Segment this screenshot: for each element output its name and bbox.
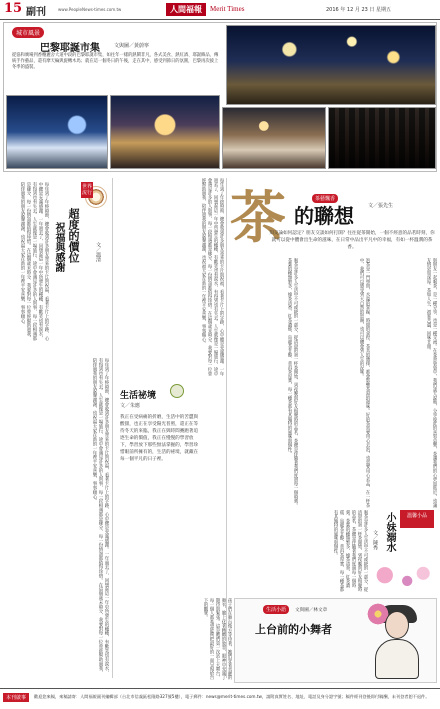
footer-notice: 歡迎您來稿，來稿請寄：人間福報副刊編輯部（台北市信義區松隆路327號5樓），電子郵件：news@merit-times.com.tw，請附真實姓名、地址、電話及身分證字號；稿件經刊登後即付稿酬，未刊登者恕不退件。 [34,694,430,699]
brand [166,2,266,16]
footer-tag: 本刊啟事 [3,693,29,702]
left-article-title: 超度的價位 [67,208,80,263]
leaf-icon [170,384,184,398]
page-number: 15 [4,1,23,16]
tea-article-header [228,178,437,253]
tea-tag: 茶藝飄香 [312,194,338,203]
section-name: 副刊 [26,7,46,18]
brand-logo: 人間福報 [166,3,206,16]
dancer-illustration [355,603,435,681]
side-story-title: 小妹溺水 [384,512,395,552]
site-url[interactable]: www.PeopleNews-times.com.tw [58,7,122,12]
left-article-subtitle: 祝福與感謝 [53,222,64,272]
feature-article [3,22,437,172]
photo-carousel [110,95,220,169]
tea-lede: 知交論如何認定？朋友交談如何打開？往往從茶開始，一個不經意的品茗時刻，你就可以從中體會出生命的滋味，在日常中品出平凡中的幸福，有如一杯溫潤的茶香。 [269,231,435,250]
tea-big-character: 茶 [230,185,284,251]
dancer-byline: 文與圖／林文章 [295,608,328,613]
side-story-tag: 溫馨小品 [400,510,434,528]
poem-byline: 文／朱應 [120,403,141,409]
bottom-column-text: 孩子們在舞台後方等待著，她們穿著美麗的舞衣，臉上化著精緻的妝容，眼神中充滿了期待與緊張。這是她們第一次站上大舞台，每一個人都希望能夠把最好的一面呈現給台下的觀眾。 [203,598,232,680]
feature-tag: 城市風景 [12,27,44,38]
tea-body-column: 泡茶是一門學問，水溫的掌握、時間的拿捏、茶具的選擇，都會影響茶湯的滋味。好的茶需要用心去泡，也需要用心去品，在一杯茶中，我們可以感受到大自然的恩賜，也可以體會到人生的況味。 [359,258,370,508]
masthead [0,0,440,20]
poem-box [114,380,204,560]
dancer-tag: 生活小語 [263,605,289,614]
poem-body: 我正在受病痛的折磨，生活中的苦澀與酸甜，也正在享受陽光普照，還正在等待冬天的來臨，我正在與時間賽跑著追逐生命的價值，我正在慢慢的學習放下，學習放下那些無法掌握的，學習珍惜眼前所擁有的，生活的祕境，就藏在每一個平凡的日子裡。 [120,415,199,462]
tea-byline: 文／張先生 [368,203,394,209]
tea-body-column: 與朋友一起喝茶，是一種分享，也是一種交流。在茶香裊裊中，我們談天說地，分享彼此的喜怒哀樂，茶讓我們的心更加貼近，也讓友情更加深厚。茶如人生，初嘗苦澀，回味甘甜。 [426,258,437,508]
side-story-byline: 文／陳秀 [372,530,378,550]
column-divider [112,178,113,678]
photo-illuminated-stall [6,95,108,169]
left-article [3,178,111,683]
poem-title: 生活祕境 [120,391,157,401]
left-article-body-continued: 每年到了年終時節，總會收到許多朋友寄來的卡片與祝福，看著卡片上的字跡，心中總是充滿感謝。一年過去了，回想起這一年中所發生的種種，有歡笑也有淚水，有得到也有失去。人生就像是一場旅行，途中會遇見許多的人與事，每一段相遇都是緣分，每一份情誼都值得珍惜。在這個歲末時分，我要對每一位曾經幫助過我、陪伴過我的朋友說聲謝謝，也祝福大家在新的一年裡平安喜樂，事事順心。 [92,358,109,675]
left-article-body: 每年到了年終時節，總會收到許多朋友寄來的卡片與祝福，看著卡片上的字跡，心中總是充滿感謝。一年過去了，回想起這一年中所發生的種種，有歡笑也有淚水，有得到也有失去。人生就像是一場旅行，途中會遇見許多的人與事，每一段相遇都是緣分，每一份情誼都值得珍惜。在這個歲末時分，我要對每一位曾經幫助過我、陪伴過我的朋友說聲謝謝，也祝福大家在新的一年裡平安喜樂，事事順心。 [20,182,49,341]
photo-market-stalls [222,107,326,169]
dancer-title: 上台前的小舞者 [255,623,332,636]
tea-title: 的聯想 [294,204,354,228]
photo-crowd [328,107,436,169]
feature-byline: 文與圖／黃蔚寧 [114,43,150,49]
dancer-face [385,611,409,639]
dancer-body [375,639,419,679]
tea-body-column: 喝茶是許多人生活中不可或缺的一部分，從清晨的第一杯茶開始，到夜晚與好友相聚時的品茗，茶總是伴隨著我們度過每一個時刻。茶葉的種類繁多，綠茶清香、紅茶濃郁、烏龍茶甘醇、普洱茶厚實，每一種茶都有其獨特的風味與個性。 [333,510,368,592]
feature-body: 從協和廣場到香榭麗舍大道中段的巴黎耶誕市集，如往年一樣的熱鬧非凡，各式美食、熱紅酒、耶誕飾品、傳統手作藝品，還有摩天輪與旋轉木馬；就在這一個冬日的午後，走在其中，感受到節日的氛圍，巴黎再次披上冬季的盛裝。 [12,53,219,70]
middle-column-text: 每年到了年終時節，總會收到許多朋友寄來的卡片與祝福，看著卡片上的字跡，心中總是充滿感謝。一年過去了，回想起這一年中所發生的種種，有歡笑也有淚水，有得到也有失去。人生就像是一場旅行，途中會遇見許多的人與事，每一段相遇都是緣分，每一份情誼都值得珍惜。在這個歲末時分，我要對每一位曾經幫助過我、陪伴過我的朋友說聲謝謝，也祝福大家在新的一年裡平安喜樂，事事順心。 [201,178,224,376]
tea-body-column: 喝茶是許多人生活中不可或缺的一部分，從清晨的第一杯茶開始，到夜晚與好友相聚時的品茗，茶總是伴隨著我們度過每一個時刻。茶葉的種類繁多，綠茶清香、紅茶濃郁、烏龍茶甘醇、普洱茶厚實，每一種茶都有其獨特的風味與個性。 [287,258,298,508]
footer [0,688,440,709]
brand-english: Merit Times [210,5,245,13]
photo-night-street [226,25,436,105]
issue-date: 2016 年 12 月 23 日 星期五 [326,7,391,13]
dancer-article [234,598,437,683]
flower-illustration [372,560,436,598]
left-article-byline: 文／溫清 [95,242,101,262]
feature-title: 巴黎耶誕市集 [40,43,100,54]
left-article-tag: 世界流行 [82,184,93,196]
